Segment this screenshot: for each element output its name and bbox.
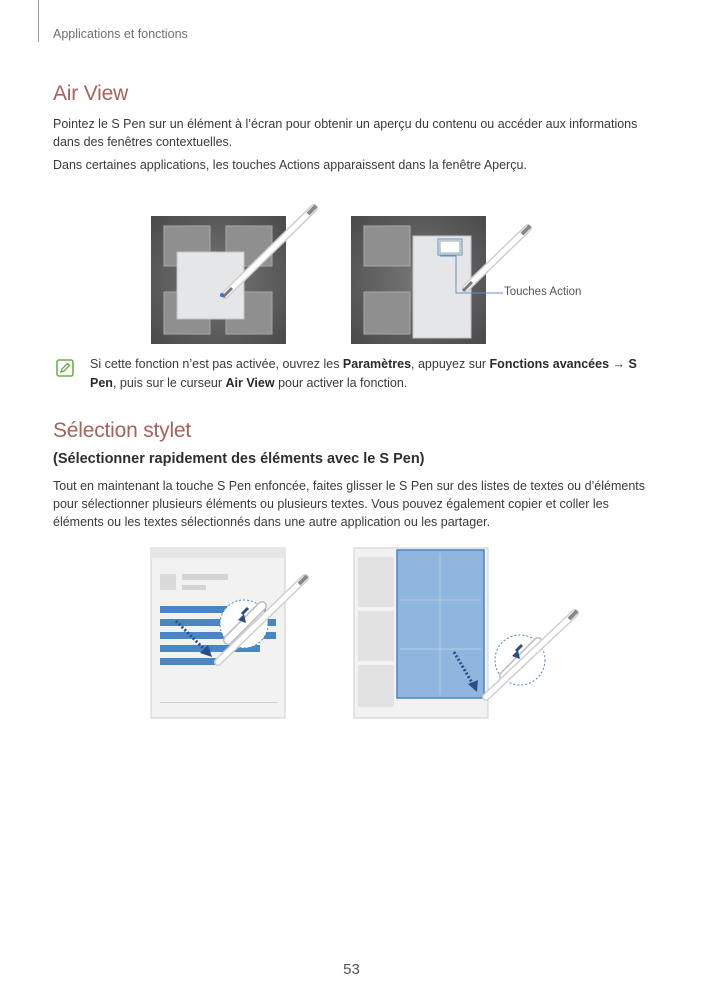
note-air-view-term: Air View: [225, 376, 275, 390]
note-arrow: →: [609, 357, 629, 371]
note-advanced-features-term: Fonctions avancées: [489, 357, 610, 371]
note-text: pour activer la fonction.: [274, 376, 408, 390]
note-text: Si cette fonction n’est pas activée, ouvrez les: [90, 357, 343, 371]
note-settings-term: Paramètres: [342, 357, 412, 371]
note-pencil-icon: [56, 359, 74, 377]
breadcrumb: Applications et fonctions: [53, 27, 188, 41]
air-view-note: [90, 355, 665, 393]
header-rule: [38, 0, 39, 42]
selection-screen-right: [354, 548, 488, 718]
air-view-paragraph-2: Dans certaines applications, les touches Actions apparaissent dans la fenêtre Aperçu.: [53, 158, 527, 172]
air-view-screen-left: [151, 216, 286, 344]
air-view-illustration: [148, 200, 578, 350]
note-text: , puis sur le curseur: [112, 376, 226, 390]
page-number: 53: [343, 961, 360, 978]
action-buttons-callout-label: Touches Action: [504, 286, 582, 298]
note-s-pen-term: S Pen: [90, 357, 637, 390]
pen-selection-illustration: [148, 545, 588, 725]
hover-pointer: [220, 293, 224, 297]
selection-paragraph: Tout en maintenant la touche S Pen enfoncée, faites glisser le S Pen sur des listes de textes ou d’éléments pour sélectionner plusieurs éléments ou plusieurs textes. Vous pouvez également copier et coller les éléments ou les textes sélectionnés dans une autre application ou les partager.: [53, 479, 646, 529]
selection-title: Sélection stylet: [53, 419, 192, 442]
air-view-screen-right: [351, 216, 486, 344]
selection-subtitle: (Sélectionner rapidement des éléments avec le S Pen): [53, 451, 425, 467]
air-view-paragraph-1: Pointez le S Pen sur un élément à l’écran pour obtenir un aperçu du contenu ou accéder aux informations dans des fenêtres contextuelles.: [53, 117, 638, 149]
note-text: , appuyez sur: [411, 357, 490, 371]
air-view-title: Air View: [53, 82, 129, 105]
